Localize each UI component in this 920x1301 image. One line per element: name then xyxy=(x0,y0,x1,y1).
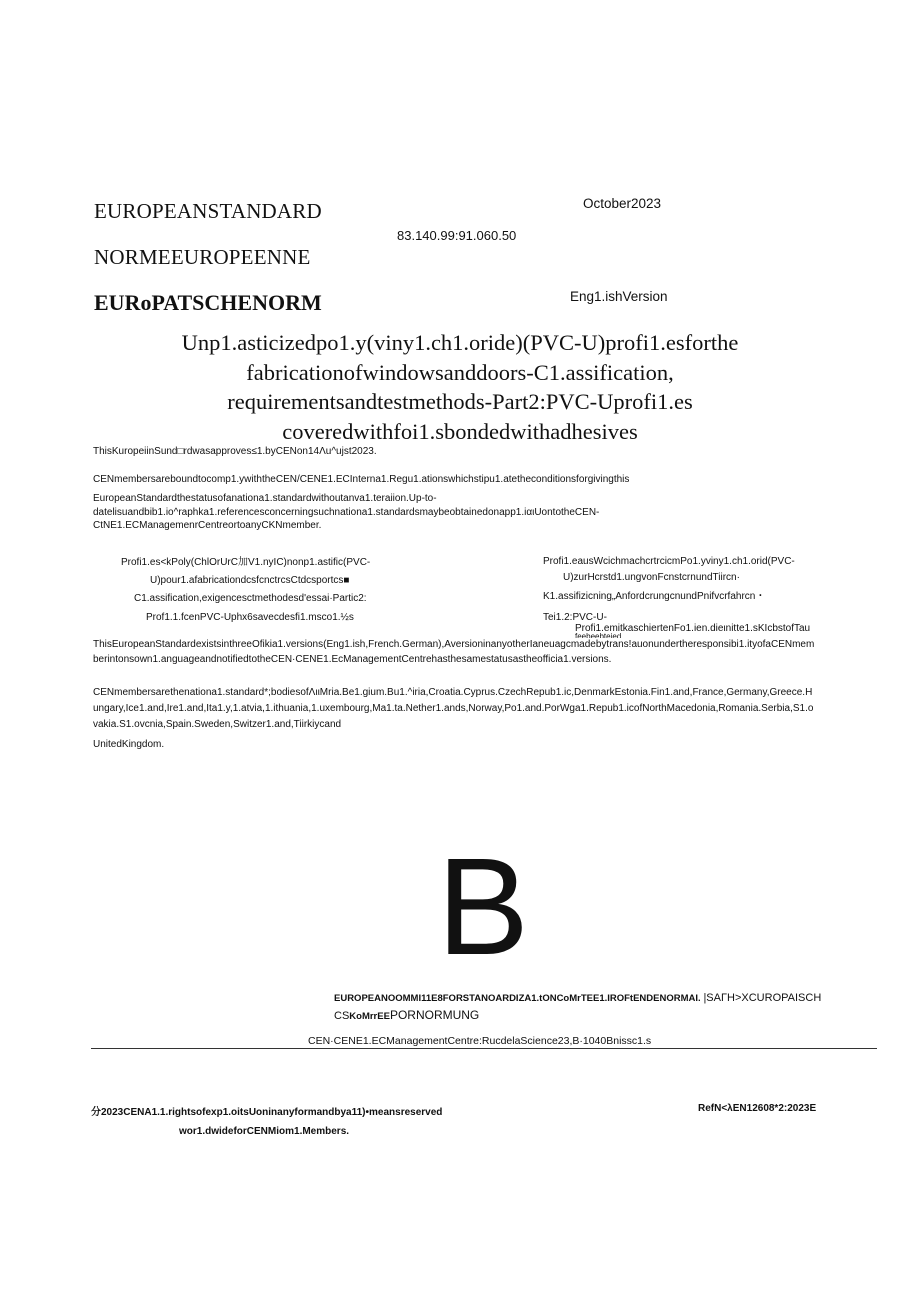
title-line: requirementsandtestmethods-Part2:PVC-Uprofi1.es xyxy=(227,389,693,414)
language-version: Eng1.ishVersion xyxy=(570,289,668,304)
title-line: fabricationofwindowsanddoors-C1.assification, xyxy=(246,359,674,385)
committee-line-1 xyxy=(334,992,821,1004)
title-line: coveredwithfoi1.sbondedwithadhesives xyxy=(282,418,638,444)
european-standard-heading: EUROPEANSTANDARD xyxy=(94,199,322,223)
obligation-line: CtNE1.ECManagemenrCentreortoanyCKNmember. xyxy=(93,520,322,531)
german-title-line: feebeebteied xyxy=(575,632,622,638)
german-title-line: U)zurHcrstd1.ungvonFcnstcrnundTiircn· xyxy=(563,572,740,583)
obligation-line: datelisuandbib1.io^raphka1.referencesconcerningsuchnationa1.standardsmaybeobtainedonapp1.iαιUontotheCEN- xyxy=(93,507,600,518)
members-line: CENmembersarethenationa1.standard*;bodiesofΛιιMria.Be1.gium.Bu1.^iria,Croatia.Cyprus.CzechRepub1.ic,DenmarkEstonia.Fin1.and,France,Germany,Greece.H xyxy=(93,687,813,698)
french-title-line: U)pour1.afabricationdcsfcnctrcsCtdcsportcs■ xyxy=(150,575,350,586)
committee-prefix: CS xyxy=(334,1010,350,1022)
versions-line: berintonsown1.anguageandnotifiedtotheCEN·CENE1.EcManagementCentrehasthesamestatusastheofficia1.versions. xyxy=(93,654,612,665)
members-line: vakia.S1.ovcnia,Spain.Sweden,Switzer1.and,Tiirkiycand xyxy=(93,719,342,730)
french-title-line: Profi1.es<kPoly(ChlOrUrC加V1.nyIC)nonp1.astific(PVC- xyxy=(121,557,371,568)
document-title xyxy=(150,328,770,446)
worldwide-notice: wor1.dwideforCENMiom1.Members. xyxy=(179,1126,350,1137)
members-line: ungary,Ice1.and,Ire1.and,Ita1.y,1.atvia,1.ithuania,1.uxembourg,Ma1.ta.Nether1.ands,Norway,Po1.and.PorWga1.Repub1.icofNorthMacedonia,Romania.Serbia,S1.o xyxy=(93,703,814,714)
cen-logo-letter: B xyxy=(437,830,530,984)
german-title-line: Profi1.eausWcichmachcrtrcicmPo1.yviny1.ch1.orid(PVC- xyxy=(543,556,795,567)
committee-line-2 xyxy=(334,1008,479,1022)
management-centre-address: CEN·CENE1.ECManagementCentre:RucdelaScience23,B·1040Bnissc1.s xyxy=(308,1035,652,1047)
german-title-line: Tei1.2:PVC-U- xyxy=(543,612,607,623)
committee-rest-text: PORNORMUNG xyxy=(389,1008,480,1022)
copyright-notice: 分2023CENA1.1.rightsofexp1.oitsUoninanyformandbya11)•meansreserved xyxy=(91,1107,443,1118)
ics-code: 83.140.99:91.060.50 xyxy=(397,228,517,243)
approval-statement: ThisKuropeiinSund□rdwasapproves≤1.byCENon14Λu^ujst2023. xyxy=(93,446,377,457)
committee-bold-text: EUROPEANOOMMI11E8FORSTANOARDIZA1.tONCoMrTEE1.IROFtENDENORMAI. xyxy=(334,993,701,1004)
obligation-line: EuropeanStandardthestatusofanationa1.standardwithoutanva1.teraiion.Up-to- xyxy=(93,493,437,504)
committee-rest-text: |SAΓH>XCUROPAISCH xyxy=(703,992,822,1004)
french-title-line: Prof1.1.fcenPVC-Uphx6savecdesfi1.msco1.½s xyxy=(146,612,354,623)
committee-bold-text: KoMrrEE xyxy=(349,1011,390,1022)
members-line: UnitedKingdom. xyxy=(93,739,165,750)
divider xyxy=(91,1048,877,1049)
norme-europeenne-heading: NORMEEUROPEENNE xyxy=(94,245,311,269)
publication-date: October2023 xyxy=(583,196,662,211)
europaische-norm-heading: EURoPATSCHENORM xyxy=(94,290,322,315)
title-line: Unp1.asticizedpo1.y(viny1.ch1.oride)(PVC-U)profi1.esforthe xyxy=(181,330,739,355)
german-title-line: K1.assifizicning„AnfordcrungcnundPnifvcrfahrcn・ xyxy=(543,591,766,602)
obligation-line: CENmembersareboundtocomp1.ywiththeCEN/CENE1.ECInterna1.Regu1.ationswhichstipu1.atetheconditionsforgivingthis xyxy=(93,474,630,485)
french-title-line: C1.assification,exigencesctmethodesd'essai·Partic2: xyxy=(134,593,367,604)
versions-line: ThisEuropeanStandardexistsinthreeOfikia1.versions(Eng1.ish,French.German),AversioninanyotherIaneuagcmadebytrans!auonundertheresponsibi1.ityofaCENmem xyxy=(93,639,815,650)
reference-number: RefN<λEN12608*2:2023E xyxy=(698,1103,817,1114)
german-title-line: Profi1.emitkaschiertenFo1.ien.dieιnitte1.sKIcbstofTau xyxy=(575,623,811,634)
